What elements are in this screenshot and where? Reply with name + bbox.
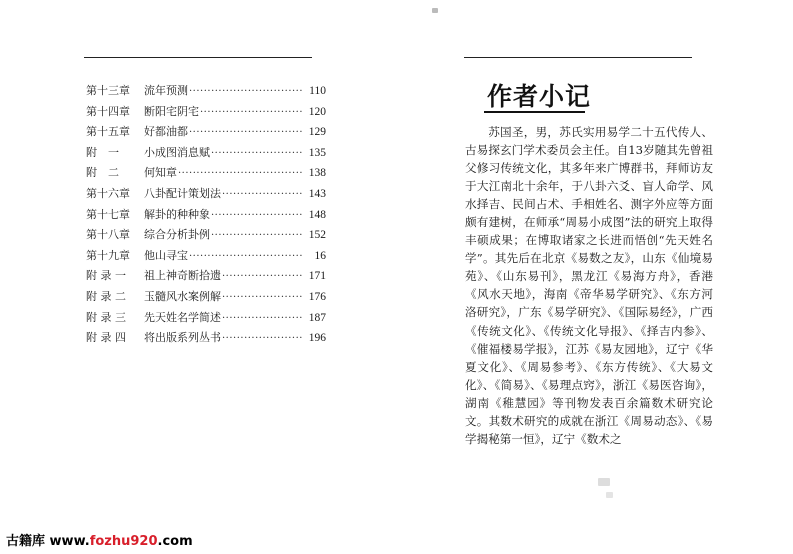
table-of-contents — [86, 82, 326, 350]
toc-entry — [86, 164, 326, 185]
toc-entry — [86, 103, 326, 124]
toc-chapter-number: 附 录 二 — [86, 289, 126, 303]
toc-chapter-number: 第十六章 — [86, 186, 130, 200]
header-rule-right — [464, 57, 692, 58]
article-title: 作者小记 — [487, 82, 592, 111]
toc-page-number: 196 — [308, 332, 326, 345]
toc-leader-dots — [222, 189, 303, 200]
toc-chapter-title: 他山寻宝 — [144, 248, 188, 262]
toc-leader-dots — [189, 127, 303, 138]
toc-entry — [86, 185, 326, 206]
toc-chapter-title: 流年预测 — [144, 84, 188, 97]
toc-page-number: 171 — [308, 270, 326, 283]
toc-page-number: 148 — [308, 208, 326, 221]
scan-speck — [598, 478, 610, 486]
toc-chapter-title: 综合分析卦例 — [144, 228, 210, 242]
scan-speck — [606, 492, 613, 498]
toc-chapter-number: 第十四章 — [86, 104, 130, 118]
toc-chapter-title: 将出版系列丛书 — [144, 331, 221, 345]
toc-leader-dots — [189, 86, 303, 97]
toc-chapter-number: 附 一 — [86, 145, 119, 159]
toc-chapter-title: 玉髓风水案例解 — [144, 289, 221, 303]
toc-leader-dots — [211, 148, 303, 159]
toc-chapter-number: 第十七章 — [86, 207, 130, 221]
toc-entry — [86, 82, 326, 103]
toc-leader-dots — [211, 210, 303, 221]
toc-entry — [86, 226, 326, 247]
toc-leader-dots — [178, 168, 303, 179]
toc-chapter-number: 附 录 四 — [86, 331, 126, 345]
toc-page-number: 143 — [308, 187, 326, 200]
toc-entry — [86, 329, 326, 350]
toc-page-number: 187 — [308, 311, 326, 324]
toc-leader-dots — [222, 292, 303, 303]
toc-chapter-title: 解卦的种种象 — [144, 207, 210, 221]
toc-leader-dots — [189, 251, 303, 262]
toc-page-number: 129 — [308, 126, 326, 139]
article-body: 苏国圣，男，苏氏实用易学二十五代传人、古易探玄门学术委员会主任。自13岁随其先曾祖父修习传统文化，其多年来广博群书，拜师访友于大江南北十余年，于八卦六爻、盲人命学、风水择吉、民间占术、手相姓名、测字外应等方面颇有建树，在师承“周易小成图”法的研究上取得丰硕成果；在博取诸家之长进而悟创“先天姓名学”。其先后在北京《易数之友》，山东《仙境易苑》、《山东易刊》，黑龙江《易海方舟》，香港《风水天地》，海南《帝华易学研究》、《东方河洛研究》，广东《易学研究》、《国际易经》，广西《传统文化》、《传统文化导报》、《择吉内参》、《催福楼易学报》，江苏《易友园地》，辽宁《华夏文化》、《周易参考》、《东方传统》、《大易文化》、《简易》、《易理点窍》，浙江《易医咨询》，湖南《稚慧园》等刊物发表百余篇数术研究论文。其数术研究的成就在浙江《周易动态》、《易学揭秘第一恒》，辽宁《数术之 — [465, 125, 713, 446]
toc-chapter-title: 好都油都 — [144, 125, 188, 139]
toc-leader-dots — [222, 313, 303, 324]
toc-chapter-title: 何知章 — [144, 166, 177, 180]
watermark-url-suffix: .com — [157, 534, 193, 549]
watermark-url-prefix: www. — [49, 534, 90, 549]
toc-page-number: 135 — [308, 146, 326, 159]
toc-entry — [86, 267, 326, 288]
toc-chapter-title: 断阳宅阴宅 — [144, 104, 199, 118]
watermark-brand: 古籍库 — [6, 534, 46, 549]
source-watermark — [6, 530, 193, 549]
title-underline — [484, 111, 585, 113]
toc-page-number: 176 — [308, 290, 326, 303]
toc-chapter-title: 八卦配计策划法 — [144, 186, 221, 200]
watermark-url-accent: fozhu920 — [89, 534, 158, 549]
toc-chapter-number: 附 录 一 — [86, 269, 126, 283]
toc-entry — [86, 206, 326, 227]
toc-page-number: 152 — [308, 229, 326, 242]
toc-chapter-title: 小成图消息赋 — [144, 145, 210, 159]
toc-leader-dots — [211, 230, 303, 241]
toc-chapter-number: 第十五章 — [86, 125, 130, 139]
toc-chapter-title: 先天姓名学简述 — [144, 310, 221, 324]
toc-entry — [86, 309, 326, 330]
toc-page-number: 120 — [308, 105, 326, 118]
header-rule-left — [84, 57, 312, 58]
toc-page-number: 138 — [308, 167, 326, 180]
left-page — [0, 0, 396, 554]
toc-chapter-number: 第十九章 — [86, 248, 130, 262]
toc-chapter-number: 附 二 — [86, 166, 119, 180]
toc-entry — [86, 123, 326, 144]
toc-entry — [86, 247, 326, 268]
toc-entry — [86, 288, 326, 309]
toc-leader-dots — [222, 333, 303, 344]
toc-chapter-number: 第十八章 — [86, 228, 130, 242]
toc-chapter-title: 祖上神奇断拾遗 — [144, 269, 221, 283]
toc-entry — [86, 144, 326, 165]
toc-chapter-number: 第十三章 — [86, 84, 130, 97]
toc-page-number: 16 — [314, 249, 326, 262]
toc-page-number: 110 — [309, 85, 326, 97]
scan-speck — [432, 8, 438, 13]
toc-leader-dots — [200, 107, 303, 118]
toc-leader-dots — [222, 271, 303, 282]
toc-chapter-number: 附 录 三 — [86, 310, 126, 324]
